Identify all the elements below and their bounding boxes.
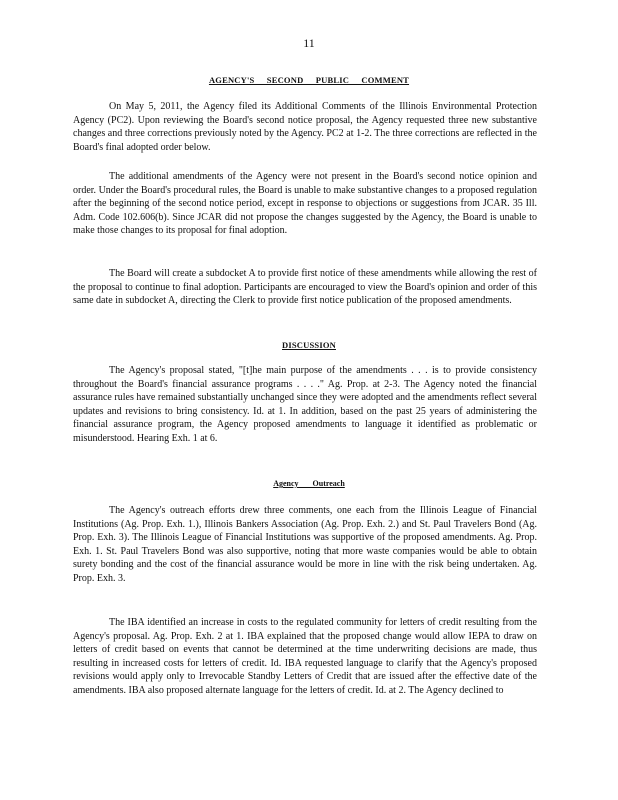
section-heading-agency-comment: AGENCY'S SECOND PUBLIC COMMENT [208, 75, 410, 85]
paragraph: On May 5, 2011, the Agency filed its Additional Comments of the Illinois Environmental Protection Agency (PC2). Upon reviewing the Board's second notice proposal, the Agency requested three new substantive changes and three corrections previously noted by the Agency. PC2 at 1-2. The three corrections are reflected in the Board's final adopted order below. [73, 101, 537, 153]
subsection-heading-agency-outreach: Agency Outreach [273, 479, 345, 488]
paragraph: The additional amendments of the Agency were not present in the Board's second notice opinion and order. Under the Board's procedural rules, the Board is unable to make substantive changes to a proposed regulation after the beginning of the second notice period, except in response to objections or suggestions from JCAR. 35 Ill. Adm. Code 102.606(b). Since JCAR did not propose the changes suggested by the Agency, the Board is unable to make those changes to its proposal for final adoption. [73, 171, 537, 237]
paragraph: The Agency's proposal stated, "[t]he main purpose of the amendments . . . is to provide consistency throughout the Board's financial assurance programs . . . ." Ag. Prop. at 2-3. The Agency noted the financial assurance rules have remained substantially unchanged since they were adopted and the amendments reflect several updates and revisions to bring consistency. Id. at 1. In addition, based on the past 25 years of administering the financial assurance program, the Agency proposed amendments to language it identified as problematic or misunderstood. Hearing Exh. 1 at 6. [73, 365, 537, 444]
section-heading-discussion: DISCUSSION [282, 340, 336, 350]
page-number: 11 [303, 36, 315, 50]
paragraph: The IBA identified an increase in costs to the regulated community for letters of credit resulting from the Agency's proposal. Ag. Prop. Exh. 2 at 1. IBA explained that the proposed change would allow IEPA to draw on letters of credit based on events that cannot be determined at the time underwriting decisions are made, thus resulting in increased costs for letters of credit. Id. IBA requested language to clarify that the Agency's proposed revisions would apply only to Irrevocable Standby Letters of Credit that are issued after the effective date of the amendments. IBA also proposed alternate language for the letters of credit. Id. at 2. The Agency declined to [73, 617, 537, 696]
paragraph: The Agency's outreach efforts drew three comments, one each from the Illinois League of Financial Institutions (Ag. Prop. Exh. 1.), Illinois Bankers Association (Ag. Prop. Exh. 2.) and St. Paul Travelers Bond (Ag. Prop. Exh. 3). The Illinois League of Financial Institutions was supportive of the proposed amendments. Ag. Prop. Exh. 1. St. Paul Travelers Bond was also supportive, noting that more waste companies would be able to obtain surety bonding and the cost of the financial assurance would be more in line with the risk being undertaken. Ag. Prop. Exh. 3. [73, 505, 537, 584]
paragraph: The Board will create a subdocket A to provide first notice of these amendments while allowing the rest of the proposal to continue to final adoption. Participants are encouraged to view the Board's opinion and order of this same date in subdocket A, directing the Clerk to provide first notice publication of the proposed amendments. [73, 268, 537, 307]
